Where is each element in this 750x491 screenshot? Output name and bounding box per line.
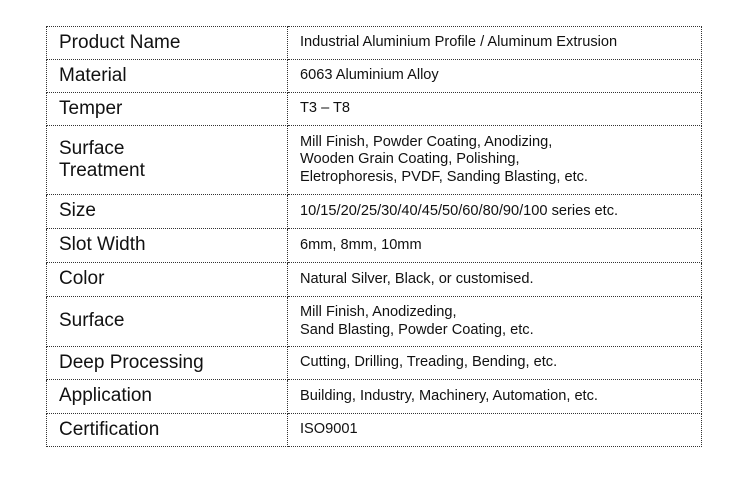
row-label: Surface [47, 297, 288, 347]
table-row [47, 297, 702, 347]
value-line: 10/15/20/25/30/40/45/50/60/80/90/100 series etc. [300, 202, 619, 219]
row-label: Surface Treatment [47, 126, 288, 195]
table-row [47, 93, 702, 126]
row-label: Temper [47, 93, 288, 126]
row-value [288, 297, 702, 347]
row-value [288, 229, 702, 263]
row-value [288, 93, 702, 126]
spec-table [46, 26, 702, 447]
value-line: Mill Finish, Powder Coating, Anodizing, [300, 134, 553, 151]
value-line: Sand Blasting, Powder Coating, etc. [300, 321, 534, 338]
row-value [288, 27, 702, 60]
row-label: Slot Width [47, 229, 288, 263]
value-line: Wooden Grain Coating, Polishing, [300, 151, 520, 168]
value-line: 6mm, 8mm, 10mm [300, 236, 422, 253]
table-row [47, 347, 702, 380]
row-label: Size [47, 195, 288, 229]
row-label: Application [47, 380, 288, 414]
row-value [288, 195, 702, 229]
row-label: Deep Processing [47, 347, 288, 380]
table-row [47, 195, 702, 229]
row-value [288, 380, 702, 414]
value-line: Mill Finish, Anodizeding, [300, 304, 457, 321]
value-line: Building, Industry, Machinery, Automation, etc. [300, 387, 598, 404]
row-value [288, 414, 702, 447]
row-label: Material [47, 60, 288, 93]
row-label: Color [47, 263, 288, 297]
table-row [47, 229, 702, 263]
value-line: Industrial Aluminium Profile / Aluminum Extrusion [300, 34, 618, 51]
row-label: Product Name [47, 27, 288, 60]
row-value [288, 126, 702, 195]
value-line: Cutting, Drilling, Treading, Bending, etc. [300, 354, 558, 371]
row-label: Certification [47, 414, 288, 447]
value-line: Eletrophoresis, PVDF, Sanding Blasting, etc. [300, 168, 588, 185]
value-line: 6063 Aluminium Alloy [300, 67, 439, 84]
table-row [47, 126, 702, 195]
row-value [288, 263, 702, 297]
table-row [47, 60, 702, 93]
row-value [288, 347, 702, 380]
table-row [47, 380, 702, 414]
table-row [47, 27, 702, 60]
value-line: T3 – T8 [300, 100, 351, 117]
table-row [47, 263, 702, 297]
table-row [47, 414, 702, 447]
value-line: ISO9001 [300, 421, 358, 438]
value-line: Natural Silver, Black, or customised. [300, 270, 534, 287]
row-value [288, 60, 702, 93]
